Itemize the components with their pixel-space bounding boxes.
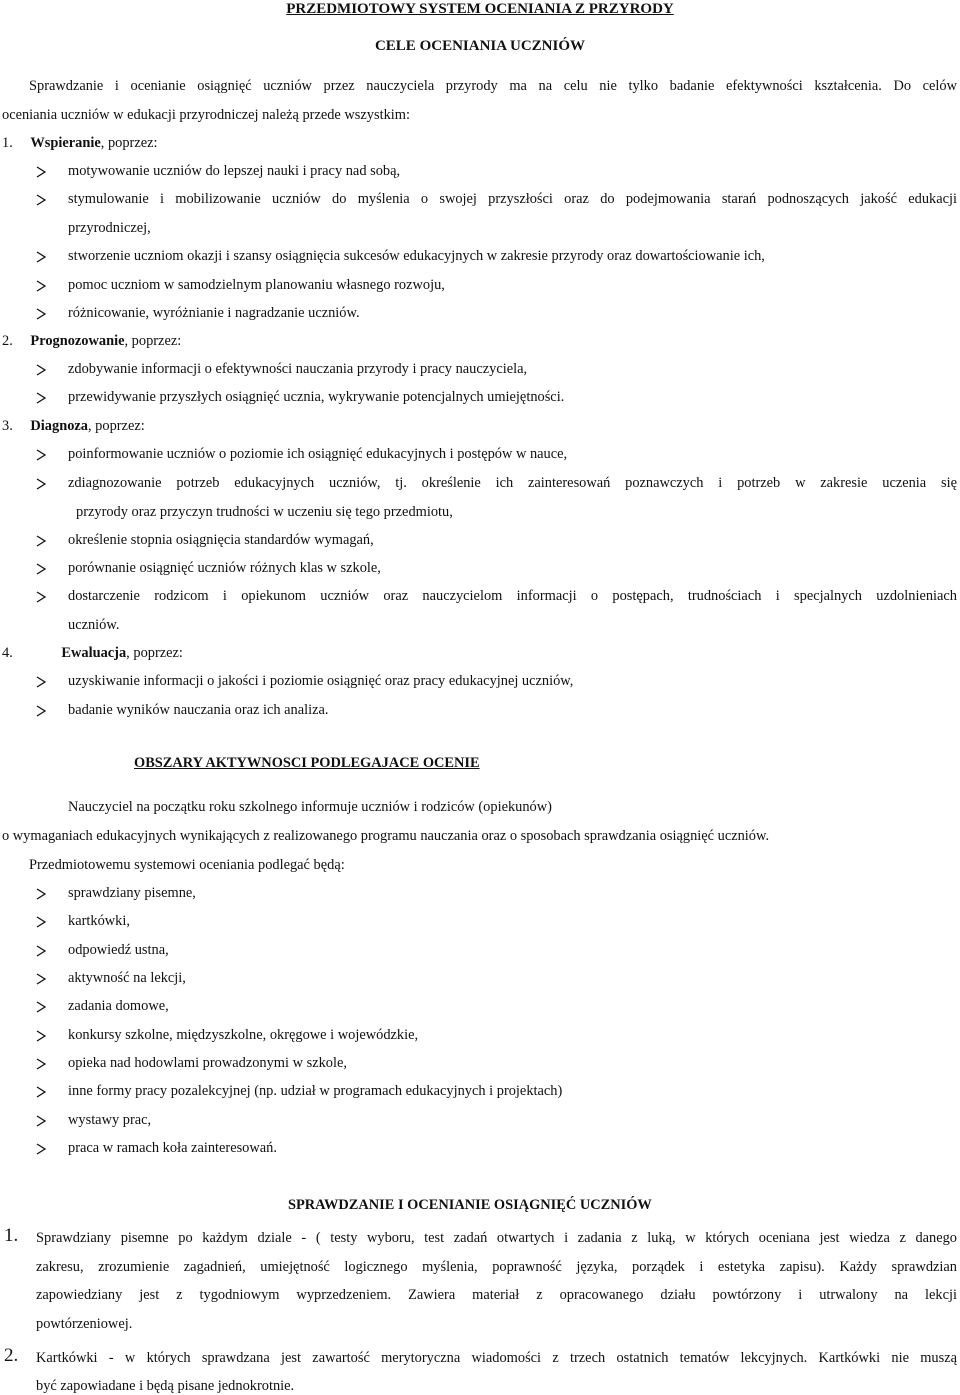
arrow-bullet-icon (36, 166, 46, 178)
arrow-bullet-icon (36, 945, 46, 957)
arrow-bullet-icon (36, 449, 46, 461)
arrow-bullet-icon (36, 308, 46, 320)
intro-line-1: Sprawdzanie i ocenianie osiągnięć uczniów przez nauczyciela przyrody ma na celu nie tylko badanie efektywności kształcenia. Do celów (29, 78, 957, 94)
group-heading-diagnoza (2, 417, 145, 435)
arrow-bullet-icon (36, 563, 46, 575)
arrow-bullet-icon (36, 392, 46, 404)
list-item: uzyskiwanie informacji o jakości i poziomie osiągnięć oraz pracy edukacyjnej uczniów, (68, 673, 574, 689)
arrow-bullet-icon (36, 535, 46, 547)
group-suffix: , poprzez: (126, 645, 183, 661)
arrow-bullet-icon (36, 1030, 46, 1042)
list-item: opieka nad hodowlami prowadzonymi w szkole, (68, 1055, 347, 1071)
list-item-continuation: przyrodniczej, (68, 220, 151, 236)
group-heading-ewaluacja (2, 644, 183, 662)
paragraph-line: Przedmiotowemu systemowi oceniania podlegać będą: (29, 857, 345, 873)
numbered-item-number: 2. (4, 1345, 19, 1366)
list-item-continuation: przyrody oraz przyczyn trudności w uczeniu się tego przedmiotu, (76, 504, 453, 520)
arrow-bullet-icon (36, 478, 46, 490)
group-number: 3. (2, 418, 13, 434)
section-heading-obszary: OBSZARY AKTYWNOSCI PODLEGAJACE OCENIE (134, 755, 480, 771)
group-number: 1. (2, 135, 13, 151)
numbered-item-number: 1. (4, 1225, 19, 1246)
list-item: porównanie osiągnięć uczniów różnych klas w szkole, (68, 560, 381, 576)
group-name: Prognozowanie (30, 333, 125, 349)
intro-line-2: oceniania uczniów w edukacji przyrodniczej należą przede wszystkim: (2, 107, 410, 123)
paragraph-line: powtórzeniowej. (36, 1316, 133, 1332)
paragraph-line: być zapowiadane i będą pisane jednokrotnie. (36, 1378, 295, 1394)
group-name: Diagnoza (30, 418, 88, 434)
arrow-bullet-icon (36, 251, 46, 263)
group-number: 2. (2, 333, 13, 349)
paragraph-line: zapowiedziany jest z tygodniowym wyprzedzeniem. Zawiera materiał z opracowanego działu powtórzony i utrwalony na lekcji (36, 1287, 957, 1303)
arrow-bullet-icon (36, 1058, 46, 1070)
arrow-bullet-icon (36, 591, 46, 603)
paragraph-line: zakresu, zrozumienie zagadnień, umiejętność logicznego myślenia, poprawność języka, porządek i estetyka zapisu). Każdy sprawdzian (36, 1259, 957, 1275)
group-name: Ewaluacja (61, 645, 127, 661)
group-number: 4. (2, 645, 13, 661)
arrow-bullet-icon (36, 1143, 46, 1155)
arrow-bullet-icon (36, 1115, 46, 1127)
section-heading-sprawdzanie: SPRAWDZANIE I OCENIANIE OSIĄGNIĘĆ UCZNIÓW (288, 1197, 652, 1213)
arrow-bullet-icon (36, 705, 46, 717)
list-item: konkursy szkolne, międzyszkolne, okręgowe i wojewódzkie, (68, 1027, 419, 1043)
list-item: praca w ramach koła zainteresowań. (68, 1140, 277, 1156)
list-item: dostarczenie rodzicom i opiekunom uczniów oraz nauczycielom informacji o postępach, trudnościach i specjalnych uzdolnieniach (68, 588, 957, 604)
group-suffix: , poprzez: (87, 418, 145, 434)
group-suffix: , poprzez: (100, 135, 158, 151)
paragraph-line: o wymaganiach edukacyjnych wynikających z realizowanego programu nauczania oraz o sposobach sprawdzania osiągnięć uczniów. (2, 828, 770, 844)
arrow-bullet-icon (36, 888, 46, 900)
arrow-bullet-icon (36, 1001, 46, 1013)
list-item: inne formy pracy pozalekcyjnej (np. udział w programach edukacyjnych i projektach) (68, 1083, 563, 1099)
list-item: stworzenie uczniom okazji i szansy osiągnięcia sukcesów edukacyjnych w zakresie przyrody oraz dowartościowanie ich, (68, 248, 765, 264)
list-item: odpowiedź ustna, (68, 942, 169, 958)
arrow-bullet-icon (36, 280, 46, 292)
paragraph-line: Sprawdziany pisemne po każdym dziale - ( testy wyboru, test zadań otwartych i zadania z luką, w których oceniana jest wiedza z danego (36, 1230, 957, 1246)
list-item: wystawy prac, (68, 1112, 152, 1128)
arrow-bullet-icon (36, 1086, 46, 1098)
group-heading-wspieranie (2, 134, 158, 152)
paragraph-line: Nauczyciel na początku roku szkolnego informuje uczniów i rodziców (opiekunów) (68, 799, 552, 815)
arrow-bullet-icon (36, 973, 46, 985)
group-name: Wspieranie (30, 135, 101, 151)
list-item: określenie stopnia osiągnięcia standardów wymagań, (68, 532, 374, 548)
list-item: przewidywanie przyszłych osiągnięć ucznia, wykrywanie potencjalnych umiejętności. (68, 389, 565, 405)
list-item-continuation: uczniów. (68, 617, 120, 633)
arrow-bullet-icon (36, 676, 46, 688)
paragraph-line: Kartkówki - w których sprawdzana jest zawartość merytoryczna wiadomości z trzech ostatnich tematów lekcyjnych. Kartkówki nie muszą (36, 1350, 957, 1366)
group-suffix: , poprzez: (124, 333, 182, 349)
list-item: stymulowanie i mobilizowanie uczniów do myślenia o swojej przyszłości oraz do podejmowania starań podnoszących jakość edukacji (68, 191, 957, 207)
list-item: zdiagnozowanie potrzeb edukacyjnych uczniów, tj. określenie ich zainteresowań poznawczych i potrzeb w zakresie uczenia się (68, 475, 957, 491)
section-heading-cele: CELE OCENIANIA UCZNIÓW (374, 38, 586, 54)
list-item: zadania domowe, (68, 998, 169, 1014)
list-item: sprawdziany pisemne, (68, 885, 196, 901)
arrow-bullet-icon (36, 194, 46, 206)
group-heading-prognozowanie (2, 332, 181, 350)
document-title: PRZEDMIOTOWY SYSTEM OCENIANIA Z PRZYRODY (286, 1, 674, 17)
list-item: motywowanie uczniów do lepszej nauki i pracy nad sobą, (68, 163, 401, 179)
list-item: aktywność na lekcji, (68, 970, 186, 986)
list-item: pomoc uczniom w samodzielnym planowaniu własnego rozwoju, (68, 277, 445, 293)
arrow-bullet-icon (36, 916, 46, 928)
arrow-bullet-icon (36, 364, 46, 376)
list-item: różnicowanie, wyróżnianie i nagradzanie uczniów. (68, 305, 360, 321)
list-item: poinformowanie uczniów o poziomie ich osiągnięć edukacyjnych i postępów w nauce, (68, 446, 568, 462)
list-item: badanie wyników nauczania oraz ich analiza. (68, 702, 329, 718)
list-item: kartkówki, (68, 913, 130, 929)
list-item: zdobywanie informacji o efektywności nauczania przyrody i pracy nauczyciela, (68, 361, 528, 377)
